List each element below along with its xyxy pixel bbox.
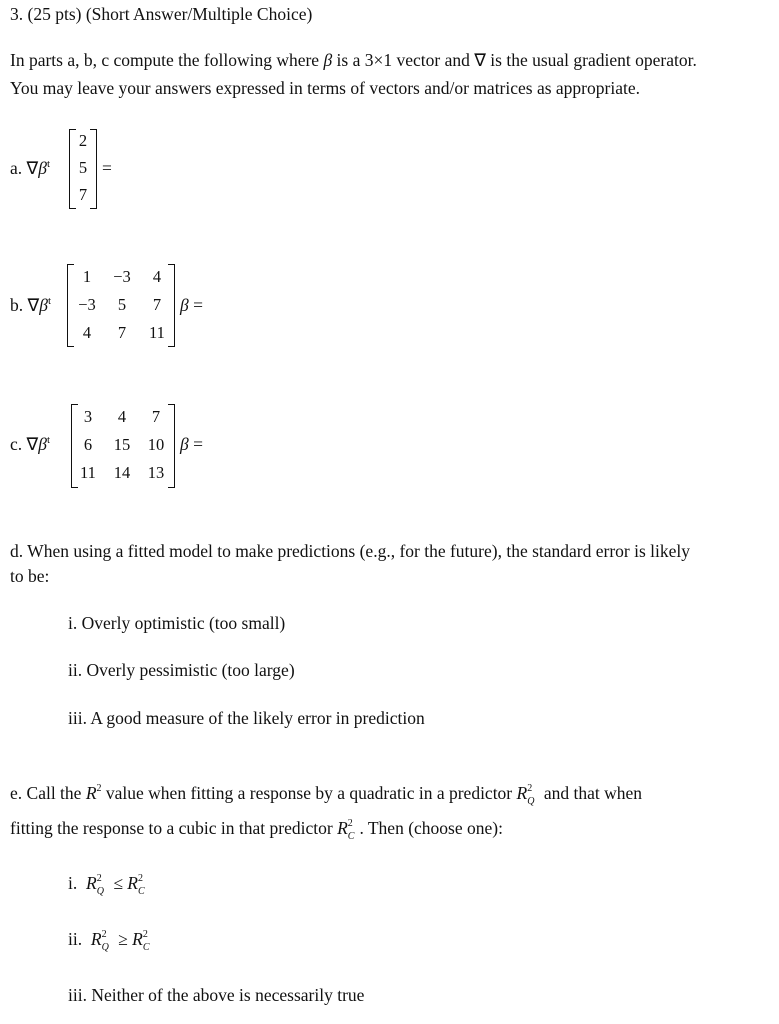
beta-symbol: β xyxy=(39,295,48,315)
part-a-label: a. xyxy=(10,158,23,178)
part-e-option-2: ii. $R^2_Q \ge R^2_C$ xyxy=(68,929,150,953)
matrix-cell: 4 xyxy=(117,407,127,426)
part-b-label: b. xyxy=(10,295,24,315)
matrix-cell: 1 xyxy=(82,267,92,286)
part-e-line-1 xyxy=(10,783,642,807)
nabla-symbol: ∇ xyxy=(26,434,39,454)
part-c-expression xyxy=(10,434,50,455)
matrix-cell: 7 xyxy=(151,407,161,426)
matrix-cell: 13 xyxy=(147,463,165,482)
intro-text-b: is a 3×1 vector and ∇ is the usual gradient operator. xyxy=(336,50,697,70)
part-d-option: i. Overly optimistic (too small) xyxy=(68,613,286,633)
part-e-option-1: i. $R^2_Q \le R^2_C$ xyxy=(68,873,145,897)
nabla-symbol: ∇ xyxy=(26,158,39,178)
intro-line-1 xyxy=(10,50,697,71)
beta-symbol: β xyxy=(180,295,189,315)
matrix-cell: 15 xyxy=(113,435,131,454)
r-squared: $R^2$ xyxy=(85,783,102,803)
equals-sign: = xyxy=(193,434,203,454)
matrix-cell: 10 xyxy=(147,435,165,454)
intro-text-a: In parts a, b, c compute the following where xyxy=(10,50,320,70)
part-e-line-2 xyxy=(10,818,503,842)
matrix-cell: 3 xyxy=(83,407,93,426)
transpose-mark: t xyxy=(46,158,51,171)
part-c-label: c. xyxy=(10,434,23,454)
part-b-matrix xyxy=(67,264,175,347)
question-header: 3. (25 pts) (Short Answer/Multiple Choice) xyxy=(10,4,313,24)
part-b-expression xyxy=(10,295,51,316)
matrix-cell: 7 xyxy=(117,323,127,342)
matrix-cell: 4 xyxy=(152,267,162,286)
part-d-line-2: to be: xyxy=(10,566,50,586)
matrix-cell: 11 xyxy=(149,323,165,342)
beta-symbol: β xyxy=(180,434,189,454)
part-a-equals: = xyxy=(102,158,112,178)
intro-beta: β xyxy=(323,50,333,70)
vector-entry: 2 xyxy=(78,131,88,150)
matrix-cell: 4 xyxy=(82,323,92,342)
part-e-option-3: iii. Neither of the above is necessarily true xyxy=(68,985,365,1005)
part-d-option: iii. A good measure of the likely error in prediction xyxy=(68,708,425,728)
part-d-option: ii. Overly pessimistic (too large) xyxy=(68,660,295,680)
vector-entry: 5 xyxy=(78,158,88,177)
part-e-text-b: value when fitting a response by a quadratic in a predictor xyxy=(105,783,513,803)
beta-symbol: β xyxy=(38,434,47,454)
matrix-cell: 5 xyxy=(117,295,127,314)
intro-line-2: You may leave your answers expressed in terms of vectors and/or matrices as appropriate. xyxy=(10,78,640,98)
part-b-tail xyxy=(180,295,203,316)
beta-symbol: β xyxy=(38,158,47,178)
transpose-mark: t xyxy=(46,434,51,447)
part-e-text-d: fitting the response to a cubic in that predictor xyxy=(10,818,333,838)
matrix-cell: 11 xyxy=(80,463,96,482)
part-e-text-e: . Then (choose one): xyxy=(359,818,503,838)
transpose-mark: t xyxy=(47,295,51,308)
matrix-cell: 7 xyxy=(152,295,162,314)
part-c-tail xyxy=(180,434,203,455)
part-a-expression xyxy=(10,158,50,179)
part-e-text-a: e. Call the xyxy=(10,783,82,803)
part-c-matrix xyxy=(71,404,175,488)
nabla-symbol: ∇ xyxy=(27,295,40,315)
r-squared-q: $R^2_Q$ xyxy=(516,783,535,807)
part-e-text-c: and that when xyxy=(543,783,642,803)
part-a-vector xyxy=(69,129,97,209)
matrix-cell: 6 xyxy=(83,435,93,454)
equals-sign: = xyxy=(193,295,203,315)
matrix-cell: −3 xyxy=(78,295,96,314)
matrix-cell: −3 xyxy=(113,267,131,286)
matrix-cell: 14 xyxy=(113,463,131,482)
vector-entry: 7 xyxy=(78,185,88,204)
part-d-line-1: d. When using a fitted model to make predictions (e.g., for the future), the standard error is likely xyxy=(10,541,691,561)
r-squared-c: $R^2_C$ xyxy=(337,818,355,842)
